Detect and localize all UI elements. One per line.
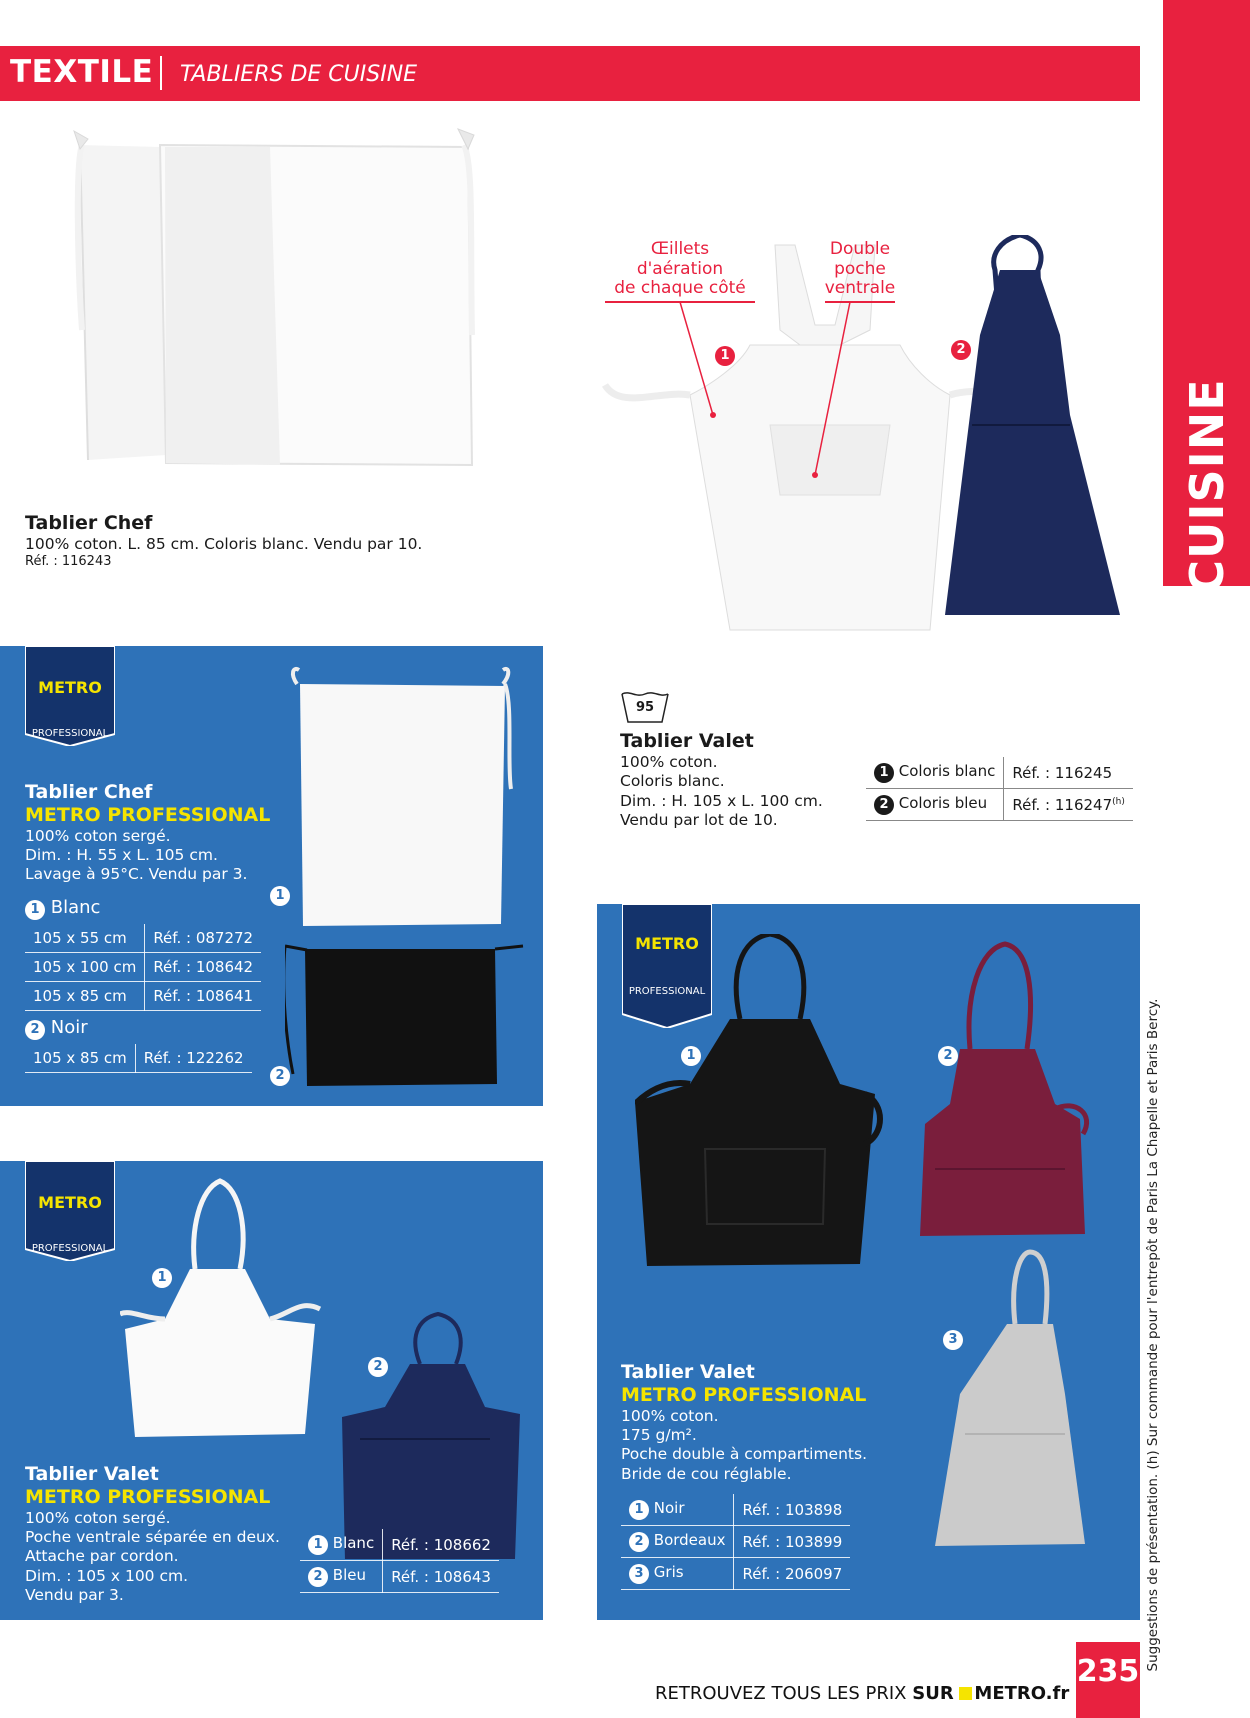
ref-cell: Réf. : 108643 (383, 1561, 499, 1593)
product-desc-line: Lavage à 95°C. Vendu par 3. (25, 865, 248, 884)
color-label: Bordeaux (653, 1531, 726, 1549)
product-brand: METRO PROFESSIONAL (621, 1383, 867, 1406)
size-cell: 105 x 55 cm (25, 924, 145, 953)
wash-temp: 95 (635, 700, 655, 715)
callout-line: de chaque côté (614, 278, 746, 299)
product-desc-line: Coloris blanc. (620, 772, 725, 791)
table-row (621, 1494, 850, 1526)
size-cell: 105 x 85 cm (25, 981, 145, 1010)
size-cell: 105 x 85 cm (25, 1044, 135, 1073)
product-desc-line: 100% coton sergé. (25, 826, 171, 845)
product-desc-line: Dim. : 105 x 100 cm. (25, 1566, 189, 1585)
metro-logo-text: METRO (635, 934, 699, 953)
metro-logo-text: METRO (38, 678, 102, 697)
product-desc-line: Vendu par 3. (25, 1586, 124, 1605)
product-brand: METRO PROFESSIONAL (25, 803, 271, 826)
panel-valet-pro-left (0, 1161, 543, 1620)
product-name: Tablier Valet (621, 1361, 755, 1383)
color-label: Coloris blanc (898, 762, 996, 780)
ref-cell (1004, 789, 1133, 821)
panel-chef-pro (0, 646, 543, 1106)
color-cell (621, 1526, 734, 1558)
product-desc-line: Poche ventrale séparée en deux. (25, 1527, 280, 1546)
marker-2: 2 (368, 1357, 388, 1377)
marker-1: 1 (152, 1268, 172, 1288)
product-ref: Réf. : 116243 (25, 554, 112, 570)
side-note (1138, 998, 1168, 1672)
callout-line: d'aération (636, 258, 724, 279)
product-desc-line: Bride de cou réglable. (621, 1464, 792, 1483)
callout-eyelets (605, 240, 755, 299)
marker-3: 3 (629, 1564, 649, 1584)
marker-1: 1 (681, 1046, 701, 1066)
ref-table-valet-pro-right (621, 1494, 850, 1590)
product-desc-line: Poche double à compartiments. (621, 1445, 868, 1464)
table-row (621, 1526, 850, 1558)
header-divider (160, 56, 162, 90)
metro-professional-badge (25, 1161, 109, 1261)
callout-line: Double (829, 239, 891, 259)
category-tab-label: CUISINE (1179, 378, 1234, 594)
product-desc-line: 175 g/m². (621, 1425, 697, 1444)
footer-sur: SUR (912, 1683, 954, 1704)
side-note-text: Suggestions de présentation. (h) Sur commande pour l'entrepôt de Paris La Chapelle et Paris Bercy. (1145, 998, 1161, 1672)
color-label: Coloris bleu (898, 794, 988, 812)
product-valet (620, 730, 850, 830)
ref-value: Réf. : 116245 (1012, 763, 1113, 782)
ref-value: Réf. : 116247 (1012, 795, 1113, 814)
marker-2: 2 (938, 1046, 958, 1066)
marker-2: 2 (25, 1020, 45, 1040)
metro-tagline: PROFESSIONAL (31, 728, 109, 739)
color-label: Noir (653, 1499, 685, 1517)
section-subtitle: TABLIERS DE CUISINE (180, 62, 418, 87)
chef-apron-pro-images (285, 664, 530, 1089)
table-row (300, 1561, 499, 1593)
ref-note: (h) (1112, 796, 1125, 807)
product-name: Tablier Valet (25, 1463, 159, 1485)
marker-1: 1 (25, 900, 45, 920)
footer-site-link[interactable]: METRO.fr (974, 1683, 1070, 1704)
marker-1: 1 (270, 886, 290, 906)
product-desc-line: 100% coton. (620, 752, 718, 771)
color-cell (621, 1558, 734, 1590)
color-label: Bleu (332, 1566, 366, 1584)
color-cell (866, 757, 1004, 789)
marker-2: 2 (874, 795, 894, 815)
footer-promo[interactable] (655, 1683, 1069, 1704)
product-name: Tablier Valet (620, 730, 754, 752)
marker-1: 1 (308, 1535, 328, 1555)
section-header (0, 46, 1140, 101)
marker-2: 2 (951, 340, 971, 360)
group-heading (25, 1017, 285, 1040)
metro-logo-text: METRO (38, 1193, 102, 1212)
ref-cell: Réf. : 122262 (135, 1044, 251, 1073)
ref-table-valet (866, 757, 1133, 821)
callout-line: ventrale (824, 278, 896, 299)
footer-text: RETROUVEZ TOUS LES PRIX (655, 1683, 907, 1704)
marker-2: 2 (270, 1066, 290, 1086)
table-row (25, 952, 261, 981)
ref-cell: Réf. : 108641 (145, 981, 261, 1010)
group-label: Blanc (50, 896, 101, 918)
table-row (25, 981, 261, 1010)
table-row (866, 757, 1133, 789)
product-desc-line: 100% coton. (621, 1406, 719, 1425)
panel-valet-pro-right (597, 904, 1140, 1620)
callout-line: poche (834, 258, 886, 279)
product-desc-line: Vendu par lot de 10. (620, 810, 778, 829)
color-cell (866, 789, 1004, 821)
product-chef-top (25, 512, 445, 571)
table-row (866, 789, 1133, 821)
ref-table-blanc (25, 924, 261, 1011)
product-brand: METRO PROFESSIONAL (25, 1485, 271, 1508)
category-tab[interactable] (1163, 0, 1250, 594)
metro-mark-icon (959, 1687, 972, 1700)
product-name: Tablier Chef (25, 781, 153, 803)
color-label: Gris (653, 1563, 684, 1581)
size-cell: 105 x 100 cm (25, 952, 145, 981)
page-number: 235 (1076, 1642, 1140, 1718)
product-valet-pro-left (25, 1463, 285, 1605)
marker-3: 3 (943, 1330, 963, 1350)
table-row (300, 1529, 499, 1561)
product-name: Tablier Chef (25, 512, 153, 534)
product-valet-pro-right (621, 1361, 881, 1484)
product-chef-pro (25, 781, 285, 1073)
group-label: Noir (50, 1016, 88, 1038)
table-row (621, 1558, 850, 1590)
table-row (25, 924, 261, 953)
ref-cell (1004, 757, 1133, 789)
color-cell (300, 1561, 383, 1593)
ref-table-noir (25, 1044, 252, 1073)
metro-tagline: PROFESSIONAL (628, 986, 706, 997)
product-desc-line: Attache par cordon. (25, 1547, 179, 1566)
color-cell (300, 1529, 383, 1561)
product-desc-line: Dim. : H. 55 x L. 105 cm. (25, 845, 218, 864)
product-desc-line: Dim. : H. 105 x L. 100 cm. (620, 791, 823, 810)
metro-professional-badge (25, 646, 109, 746)
ref-cell: Réf. : 103898 (734, 1494, 850, 1526)
group-heading (25, 897, 285, 920)
marker-1: 1 (715, 346, 735, 366)
marker-1: 1 (874, 763, 894, 783)
chef-apron-white-image (70, 125, 490, 485)
product-desc-line: 100% coton sergé. (25, 1508, 171, 1527)
marker-1: 1 (629, 1500, 649, 1520)
section-title: TEXTILE (10, 54, 154, 90)
ref-cell: Réf. : 108662 (383, 1529, 499, 1561)
color-label: Blanc (332, 1534, 375, 1552)
ref-cell: Réf. : 103899 (734, 1526, 850, 1558)
marker-2: 2 (308, 1567, 328, 1587)
ref-cell: Réf. : 087272 (145, 924, 261, 953)
marker-2: 2 (629, 1532, 649, 1552)
callout-line: Œillets (650, 239, 710, 259)
callout-pocket (815, 240, 905, 299)
ref-cell: Réf. : 108642 (145, 952, 261, 981)
color-cell (621, 1494, 734, 1526)
ref-table-valet-pro-left (300, 1529, 499, 1593)
metro-tagline: PROFESSIONAL (31, 1243, 109, 1254)
product-desc: 100% coton. L. 85 cm. Coloris blanc. Vendu par 10. (25, 534, 423, 553)
table-row (25, 1044, 252, 1073)
ref-cell: Réf. : 206097 (734, 1558, 850, 1590)
